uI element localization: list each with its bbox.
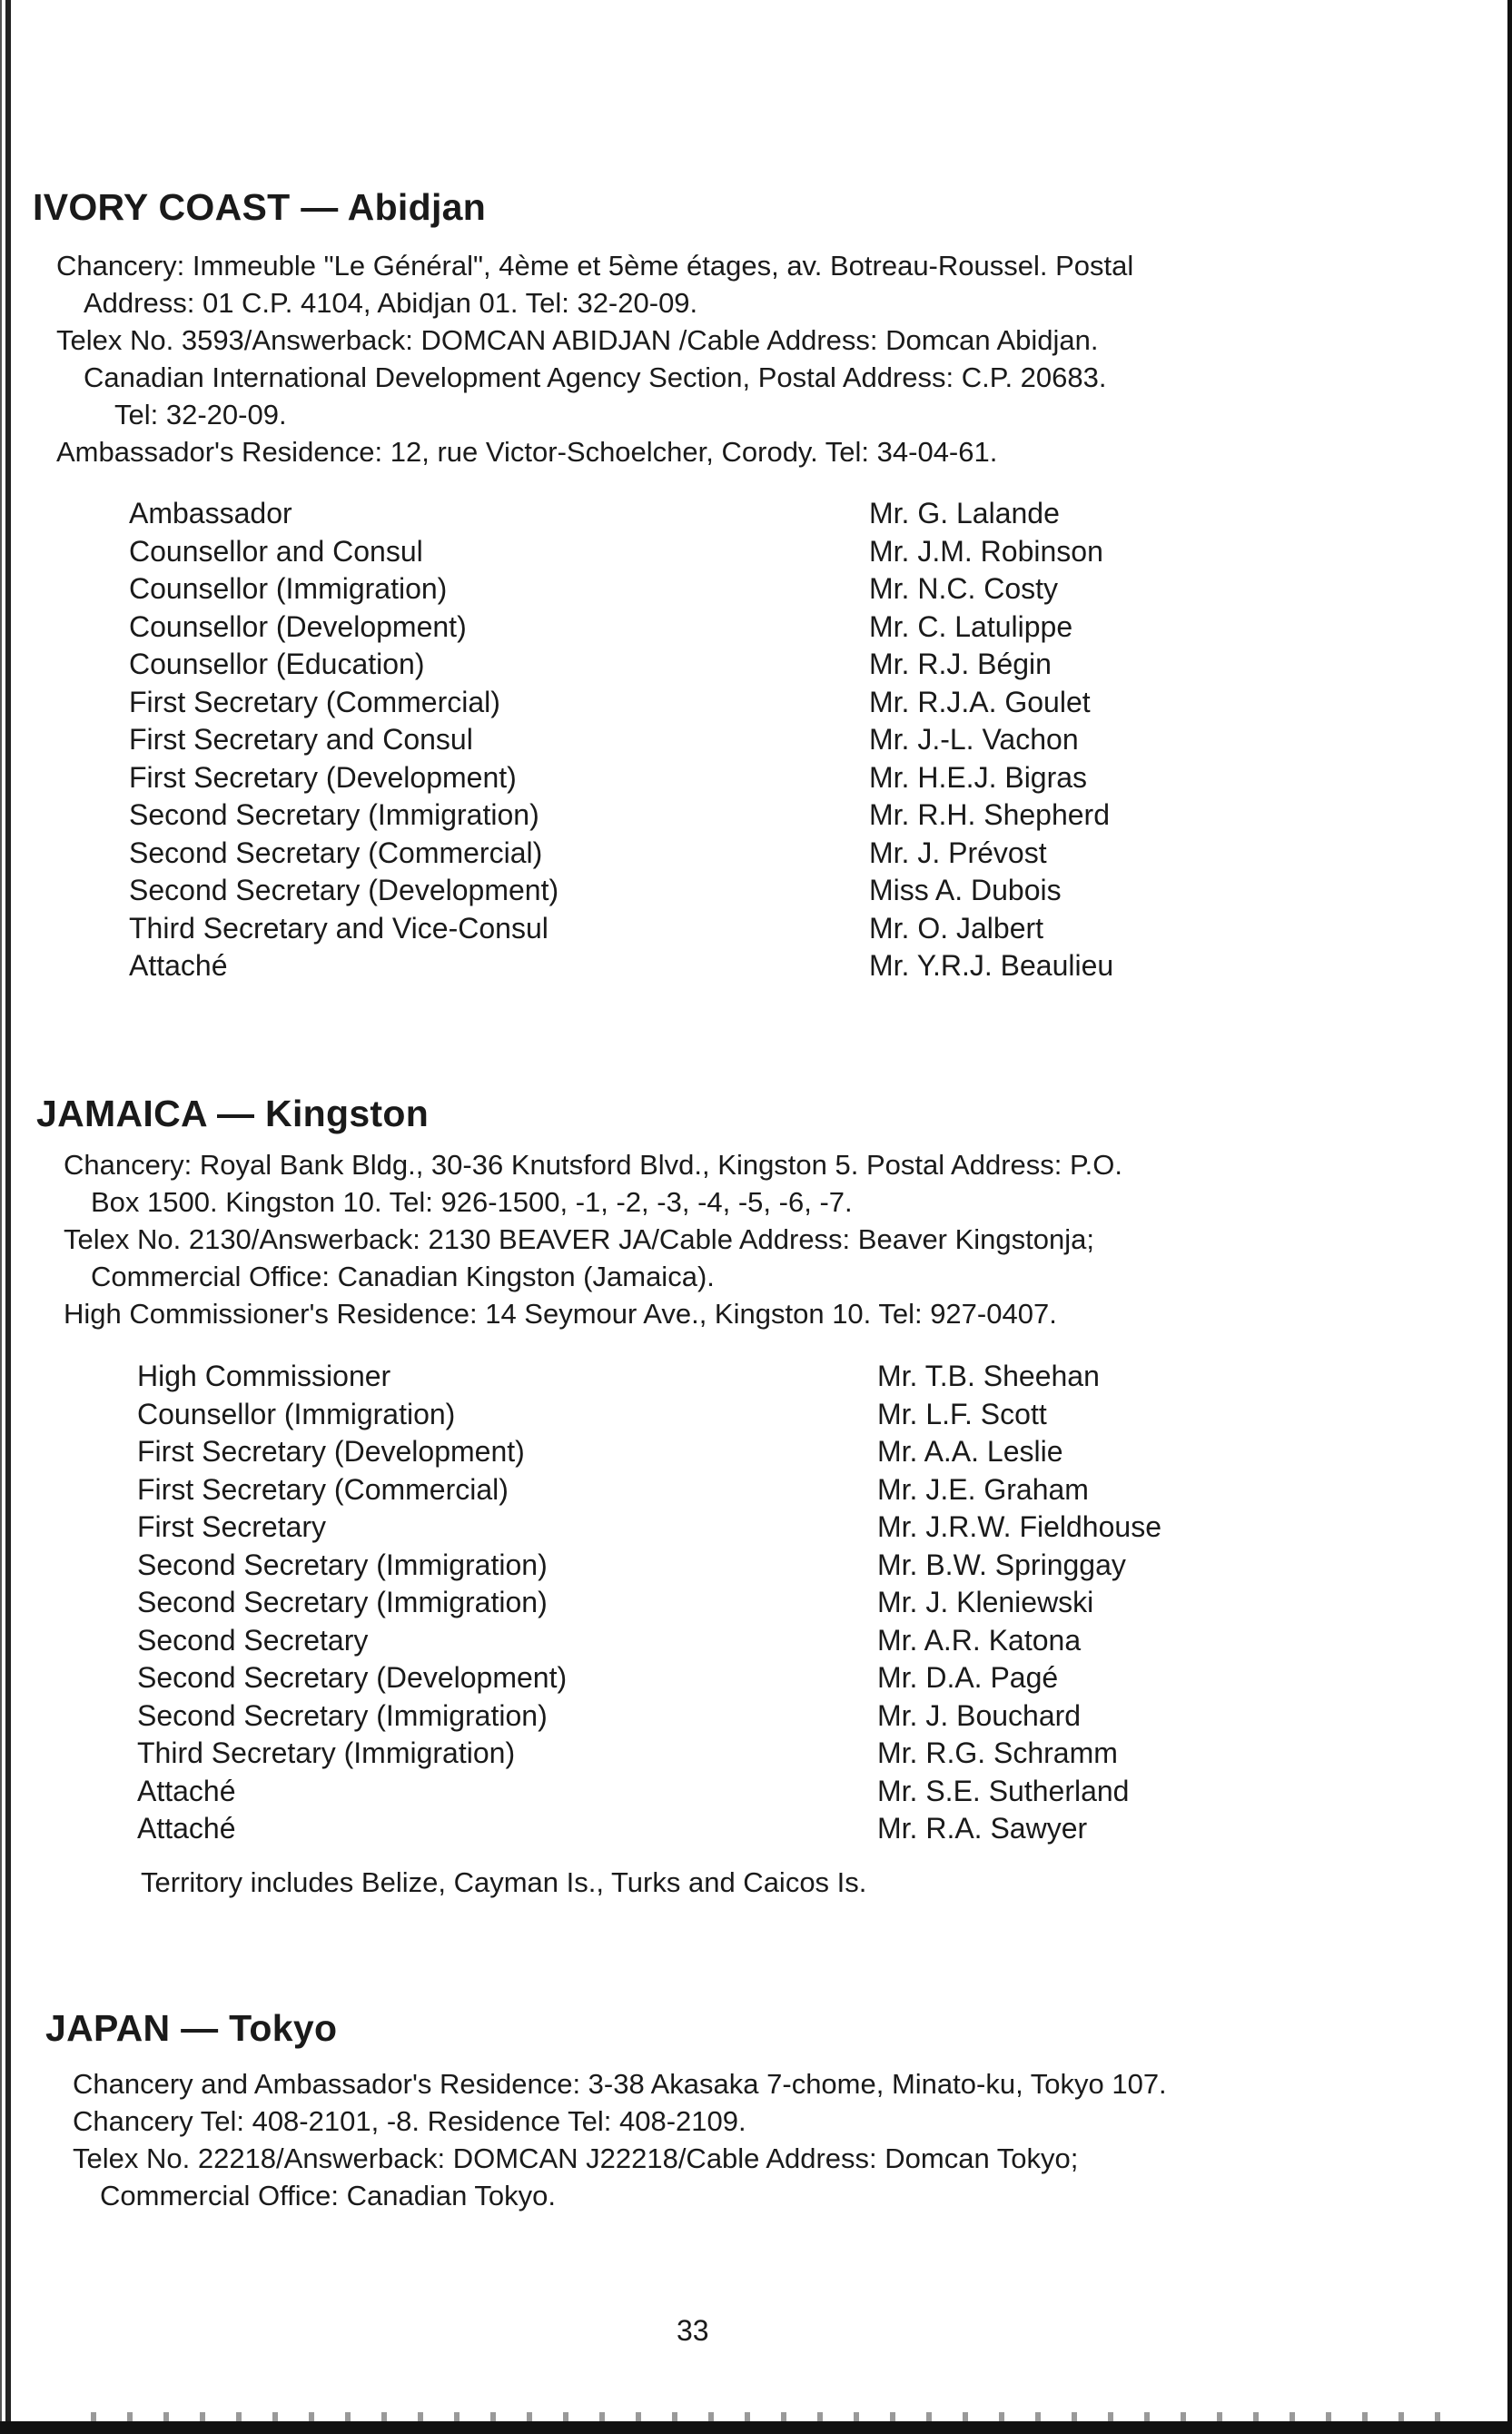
staff-title: Third Secretary and Vice-Consul — [129, 911, 548, 945]
address-block — [73, 2065, 1167, 2214]
section-heading: IVORY COAST — Abidjan — [33, 186, 487, 228]
staff-title: Second Secretary (Development) — [137, 1661, 568, 1694]
staff-name: Mr. J.E. Graham — [877, 1472, 1089, 1506]
address-line: Ambassador's Residence: 12, rue Victor-Schoelcher, Corody. Tel: 34-04-61. — [56, 436, 998, 468]
address-line: Tel: 32-20-09. — [114, 399, 287, 430]
staff-name: Mr. G. Lalande — [869, 497, 1060, 529]
address-line: Address: 01 C.P. 4104, Abidjan 01. Tel: 32-20-09. — [84, 287, 698, 319]
staff-title: Counsellor (Education) — [129, 648, 425, 680]
binding-edge — [5, 0, 11, 2434]
staff-title: First Secretary (Commercial) — [129, 685, 500, 718]
page-number: 33 — [677, 2314, 709, 2347]
address-line: Chancery: Royal Bank Bldg., 30-36 Knutsford Blvd., Kingston 5. Postal Address: P.O. — [64, 1149, 1123, 1181]
staff-title: Attaché — [129, 949, 228, 982]
staff-title: Third Secretary (Immigration) — [137, 1736, 516, 1769]
scan-bottom-marks — [91, 2412, 1453, 2421]
section-heading: JAPAN — Tokyo — [45, 2007, 338, 2049]
address-line: High Commissioner's Residence: 14 Seymour Ave., Kingston 10. Tel: 927-0407. — [64, 1298, 1057, 1330]
staff-name: Mr. R.A. Sawyer — [877, 1812, 1088, 1845]
address-line: Chancery Tel: 408-2101, -8. Residence Tel: 408-2109. — [73, 2105, 746, 2137]
section-heading: JAMAICA — Kingston — [36, 1093, 430, 1134]
staff-name: Mr. A.A. Leslie — [877, 1435, 1063, 1468]
staff-name: Mr. T.B. Sheehan — [877, 1360, 1100, 1392]
staff-name: Mr. J.-L. Vachon — [869, 723, 1079, 756]
staff-name: Mr. N.C. Costy — [869, 572, 1059, 605]
right-edge — [1507, 0, 1512, 2434]
address-line: Telex No. 22218/Answerback: DOMCAN J22218/Cable Address: Domcan Tokyo; — [73, 2142, 1079, 2174]
staff-title: Second Secretary (Immigration) — [137, 1586, 548, 1618]
staff-name: Mr. J.R.W. Fieldhouse — [877, 1510, 1161, 1543]
staff-title: First Secretary (Development) — [137, 1435, 525, 1468]
staff-title: First Secretary (Commercial) — [137, 1472, 509, 1506]
staff-name: Mr. R.H. Shepherd — [869, 798, 1110, 831]
address-line: Canadian International Development Agency Section, Postal Address: C.P. 20683. — [84, 361, 1107, 393]
staff-name: Miss A. Dubois — [869, 874, 1062, 906]
staff-title: Counsellor (Immigration) — [129, 572, 448, 605]
address-line: Commercial Office: Canadian Tokyo. — [100, 2180, 556, 2211]
address-line: Chancery and Ambassador's Residence: 3-38 Akasaka 7-chome, Minato-ku, Tokyo 107. — [73, 2068, 1167, 2100]
staff-title: Second Secretary (Immigration) — [137, 1548, 548, 1581]
staff-title: First Secretary and Consul — [129, 723, 473, 756]
staff-name: Mr. R.J. Bégin — [869, 648, 1052, 680]
address-block — [64, 1146, 1122, 1332]
staff-title: Attaché — [137, 1812, 236, 1845]
staff-title: High Commissioner — [137, 1360, 391, 1392]
staff-title: Counsellor (Immigration) — [137, 1397, 456, 1430]
staff-name: Mr. J. Bouchard — [877, 1698, 1082, 1732]
staff-title: Second Secretary (Immigration) — [129, 798, 539, 831]
staff-title: Ambassador — [129, 497, 292, 529]
staff-title: Second Secretary (Immigration) — [137, 1698, 548, 1732]
staff-title: Second Secretary (Development) — [129, 874, 559, 906]
address-block — [56, 247, 1133, 470]
staff-title: Second Secretary — [137, 1623, 369, 1657]
staff-name: Mr. A.R. Katona — [877, 1623, 1082, 1657]
staff-title: Second Secretary (Commercial) — [129, 836, 543, 869]
bottom-edge — [0, 2421, 1512, 2434]
staff-name: Mr. O. Jalbert — [869, 911, 1044, 945]
staff-name: Mr. J. Prévost — [869, 836, 1047, 869]
staff-name: Mr. C. Latulippe — [869, 609, 1073, 643]
staff-name: Mr. L.F. Scott — [877, 1397, 1047, 1430]
address-line: Commercial Office: Canadian Kingston (Jamaica). — [91, 1261, 715, 1292]
staff-name: Mr. R.J.A. Goulet — [869, 685, 1091, 718]
staff-title: Counsellor and Consul — [129, 534, 423, 568]
territory-note: Territory includes Belize, Cayman Is., Turks and Caicos Is. — [141, 1866, 867, 1898]
staff-name: Mr. J. Kleniewski — [877, 1586, 1094, 1618]
staff-title: First Secretary — [137, 1510, 327, 1543]
staff-name: Mr. R.G. Schramm — [877, 1736, 1118, 1769]
address-line: Chancery: Immeuble "Le Général", 4ème et 5ème étages, av. Botreau-Roussel. Postal — [56, 250, 1134, 282]
staff-name: Mr. B.W. Springgay — [877, 1548, 1126, 1581]
staff-title: First Secretary (Development) — [129, 760, 517, 794]
staff-title: Attaché — [137, 1774, 236, 1807]
staff-name: Mr. Y.R.J. Beaulieu — [869, 949, 1114, 982]
address-line: Telex No. 3593/Answerback: DOMCAN ABIDJAN /Cable Address: Domcan Abidjan. — [56, 324, 1099, 356]
staff-name: Mr. D.A. Pagé — [877, 1661, 1059, 1694]
staff-title: Counsellor (Development) — [129, 609, 467, 643]
address-line: Box 1500. Kingston 10. Tel: 926-1500, -1, -2, -3, -4, -5, -6, -7. — [91, 1186, 853, 1218]
address-line: Telex No. 2130/Answerback: 2130 BEAVER JA/Cable Address: Beaver Kingstonja; — [64, 1223, 1094, 1255]
staff-name: Mr. H.E.J. Bigras — [869, 760, 1088, 794]
page-edge-line — [0, 0, 2, 2434]
staff-name: Mr. S.E. Sutherland — [877, 1774, 1130, 1807]
staff-name: Mr. J.M. Robinson — [869, 534, 1103, 568]
